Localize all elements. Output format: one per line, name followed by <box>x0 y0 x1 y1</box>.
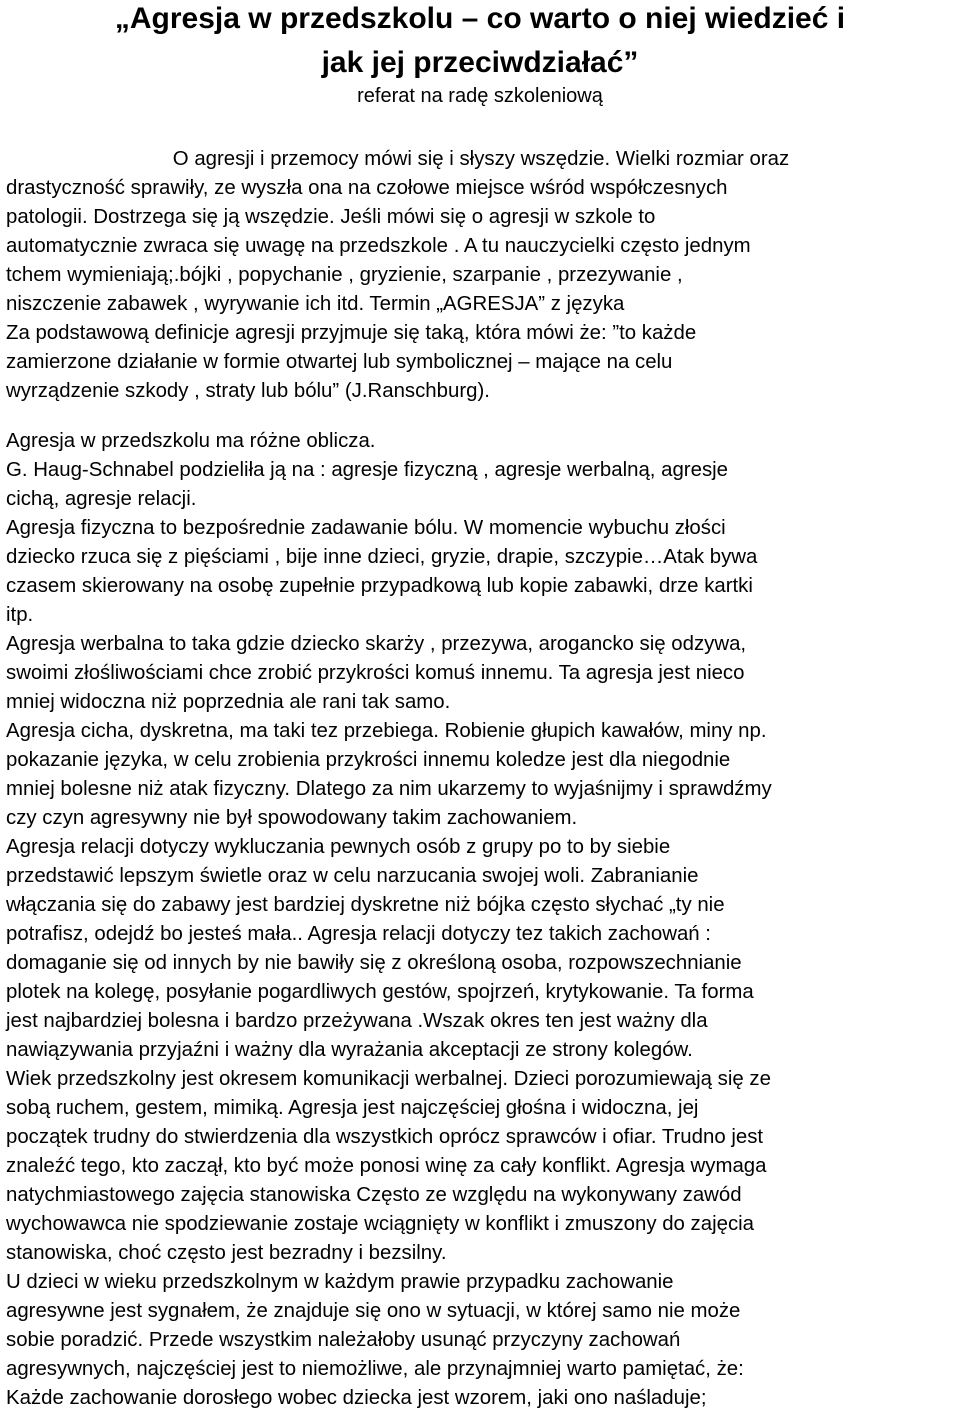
body-line: mniej bolesne niż atak fizyczny. Dlatego za nim ukarzemy to wyjaśnijmy i sprawdźmy <box>6 778 772 800</box>
body-line: początek trudny do stwierdzenia dla wszystkich oprócz sprawców i ofiar. Trudno jest <box>6 1126 764 1148</box>
body-line: pokazanie języka, w celu zrobienia przykrości innemu koledze jest dla niegodnie <box>6 749 731 771</box>
paragraph-gap <box>6 406 956 427</box>
body-line: Agresja cicha, dyskretna, ma taki tez przebiega. Robienie głupich kawałów, miny np. <box>6 720 767 742</box>
body-line: wychowawca nie spodziewanie zostaje wciągnięty w konflikt i zmuszony do zajęcia <box>6 1213 755 1235</box>
document-body <box>6 145 956 1413</box>
body-line: mniej widoczna niż poprzednia ale rani tak samo. <box>6 691 451 713</box>
body-line: Agresja werbalna to taka gdzie dziecko skarży , przezywa, arogancko się odzywa, <box>6 633 747 655</box>
document-title-line-2: jak jej przeciwdziałać” <box>321 46 639 79</box>
body-line: patologii. Dostrzega się ją wszędzie. Jeśli mówi się o agresji w szkole to <box>6 206 656 228</box>
body-line: automatycznie zwraca się uwagę na przedszkole . A tu nauczycielki często jednym <box>6 235 751 257</box>
body-line: Za podstawową definicje agresji przyjmuje się taką, która mówi że: ”to każde <box>6 322 697 344</box>
body-line: czy czyn agresywny nie był spowodowany takim zachowaniem. <box>6 807 578 829</box>
body-line: drastyczność sprawiły, ze wyszła ona na czołowe miejsce wśród współczesnych <box>6 177 728 199</box>
body-section-forms <box>6 427 956 1413</box>
body-line: sobie poradzić. Przede wszystkim należałoby usunąć przyczyny zachowań <box>6 1329 681 1351</box>
body-line: itp. <box>6 604 34 626</box>
body-line: czasem skierowany na osobę zupełnie przypadkową lub kopie zabawki, drze kartki <box>6 575 753 597</box>
body-line: cichą, agresje relacji. <box>6 488 197 510</box>
body-line: wyrządzenie szkody , straty lub bólu” (J.Ranschburg). <box>6 380 490 402</box>
body-section-intro <box>6 145 956 406</box>
body-line: Agresja w przedszkolu ma różne oblicza. <box>6 430 376 452</box>
body-line: Wiek przedszkolny jest okresem komunikacji werbalnej. Dzieci porozumiewają się ze <box>6 1068 771 1090</box>
document-subtitle: referat na radę szkoleniową <box>357 85 603 107</box>
body-line: agresywnych, najczęściej jest to niemożliwe, ale przynajmniej warto pamiętać, że: <box>6 1358 744 1380</box>
body-line: zamierzone działanie w formie otwartej lub symbolicznej – mające na celu <box>6 351 673 373</box>
body-line: włączania się do zabawy jest bardziej dyskretne niż bójka często słychać „ty nie <box>6 894 725 916</box>
body-line: potrafisz, odejdź bo jesteś mała.. Agresja relacji dotyczy tez takich zachowań : <box>6 923 711 945</box>
body-line: Agresja fizyczna to bezpośrednie zadawanie bólu. W momencie wybuchu złości <box>6 517 726 539</box>
body-line: agresywne jest sygnałem, że znajduje się ono w sytuacji, w której samo nie może <box>6 1300 741 1322</box>
body-line: O agresji i przemocy mówi się i słyszy wszędzie. Wielki rozmiar oraz <box>172 148 790 170</box>
body-line: nawiązywania przyjaźni i ważny dla wyrażania akceptacji ze strony kolegów. <box>6 1039 693 1061</box>
body-line: przedstawić lepszym świetle oraz w celu narzucania swojej woli. Zabranianie <box>6 865 699 887</box>
body-line: stanowiska, choć często jest bezradny i bezsilny. <box>6 1242 447 1264</box>
body-line: Agresja relacji dotyczy wykluczania pewnych osób z grupy po to by siebie <box>6 836 671 858</box>
body-line: domaganie się od innych by nie bawiły się z określoną osoba, rozpowszechnianie <box>6 952 742 974</box>
body-line: U dzieci w wieku przedszkolnym w każdym prawie przypadku zachowanie <box>6 1271 674 1293</box>
body-line: Każde zachowanie dorosłego wobec dziecka jest wzorem, jaki ono naśladuje; <box>6 1387 707 1409</box>
body-line: swoimi złośliwościami chce zrobić przykrości komuś innemu. Ta agresja jest nieco <box>6 662 745 684</box>
document-title-line-1: „Agresja w przedszkolu – co warto o niej wiedzieć i <box>114 2 846 35</box>
body-line: plotek na kolegę, posyłanie pogardliwych gestów, spojrzeń, krytykowanie. Ta forma <box>6 981 754 1003</box>
body-line: G. Haug-Schnabel podzieliła ją na : agresje fizyczną , agresje werbalną, agresje <box>6 459 729 481</box>
body-line: niszczenie zabawek , wyrywanie ich itd. Termin „AGRESJA” z języka <box>6 293 625 315</box>
body-line: natychmiastowego zajęcia stanowiska Często ze względu na wykonywany zawód <box>6 1184 742 1206</box>
body-line: znaleźć tego, kto zaczął, kto być może ponosi winę za cały konflikt. Agresja wymaga <box>6 1155 767 1177</box>
body-line: dziecko rzuca się z pięściami , bije inne dzieci, gryzie, drapie, szczypie…Atak bywa <box>6 546 758 568</box>
body-line: tchem wymieniają;.bójki , popychanie , gryzienie, szarpanie , przezywanie , <box>6 264 683 286</box>
body-line: jest najbardziej bolesna i bardzo przeżywana .Wszak okres ten jest ważny dla <box>6 1010 708 1032</box>
body-line: sobą ruchem, gestem, mimiką. Agresja jest najczęściej głośna i widoczna, jej <box>6 1097 699 1119</box>
